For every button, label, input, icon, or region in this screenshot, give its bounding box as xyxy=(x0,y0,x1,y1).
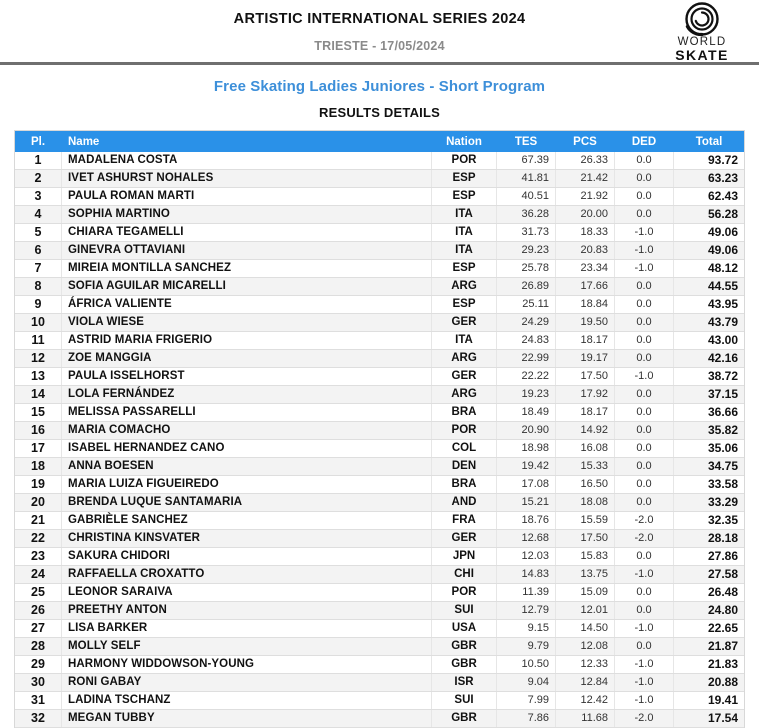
cell-place: 32 xyxy=(15,710,62,728)
table-row[interactable] xyxy=(15,710,744,728)
cell-total: 20.88 xyxy=(674,674,745,692)
cell-tes: 18.98 xyxy=(497,440,556,458)
cell-ded: 0.0 xyxy=(615,638,674,656)
cell-tes: 36.28 xyxy=(497,206,556,224)
cell-pcs: 18.17 xyxy=(556,404,615,422)
cell-nation: POR xyxy=(432,584,497,602)
cell-total: 21.83 xyxy=(674,656,745,674)
table-row[interactable] xyxy=(15,494,744,512)
cell-nation: ISR xyxy=(432,674,497,692)
table-row[interactable] xyxy=(15,548,744,566)
cell-total: 26.48 xyxy=(674,584,745,602)
cell-tes: 17.08 xyxy=(497,476,556,494)
table-row[interactable] xyxy=(15,224,744,242)
cell-name: MARIA COMACHO xyxy=(62,422,432,440)
cell-ded: 0.0 xyxy=(615,188,674,206)
cell-tes: 19.42 xyxy=(497,458,556,476)
cell-total: 33.29 xyxy=(674,494,745,512)
cell-pcs: 15.33 xyxy=(556,458,615,476)
cell-pcs: 12.08 xyxy=(556,638,615,656)
cell-name: GABRIÈLE SANCHEZ xyxy=(62,512,432,530)
cell-nation: ESP xyxy=(432,260,497,278)
cell-name: SOFIA AGUILAR MICARELLI xyxy=(62,278,432,296)
cell-tes: 12.68 xyxy=(497,530,556,548)
cell-ded: -1.0 xyxy=(615,260,674,278)
cell-place: 11 xyxy=(15,332,62,350)
cell-tes: 12.79 xyxy=(497,602,556,620)
cell-pcs: 14.92 xyxy=(556,422,615,440)
cell-pcs: 20.00 xyxy=(556,206,615,224)
cell-pcs: 17.66 xyxy=(556,278,615,296)
cell-pcs: 20.83 xyxy=(556,242,615,260)
table-row[interactable] xyxy=(15,314,744,332)
cell-place: 13 xyxy=(15,368,62,386)
cell-nation: POR xyxy=(432,422,497,440)
cell-pcs: 15.59 xyxy=(556,512,615,530)
cell-tes: 7.99 xyxy=(497,692,556,710)
table-row[interactable] xyxy=(15,476,744,494)
cell-pcs: 18.08 xyxy=(556,494,615,512)
cell-tes: 19.23 xyxy=(497,386,556,404)
cell-name: SAKURA CHIDORI xyxy=(62,548,432,566)
cell-name: LADINA TSCHANZ xyxy=(62,692,432,710)
cell-place: 10 xyxy=(15,314,62,332)
cell-total: 36.66 xyxy=(674,404,745,422)
table-row[interactable] xyxy=(15,458,744,476)
cell-name: MIREIA MONTILLA SANCHEZ xyxy=(62,260,432,278)
table-row[interactable] xyxy=(15,260,744,278)
cell-nation: CHI xyxy=(432,566,497,584)
results-details-label: RESULTS DETAILS xyxy=(319,105,440,120)
column-header-pcs[interactable]: PCS xyxy=(556,131,615,152)
cell-total: 22.65 xyxy=(674,620,745,638)
column-header-nation[interactable]: Nation xyxy=(432,131,497,152)
table-row[interactable] xyxy=(15,530,744,548)
cell-ded: 0.0 xyxy=(615,332,674,350)
cell-total: 37.15 xyxy=(674,386,745,404)
cell-name: LEONOR SARAIVA xyxy=(62,584,432,602)
cell-tes: 15.21 xyxy=(497,494,556,512)
cell-tes: 11.39 xyxy=(497,584,556,602)
cell-ded: 0.0 xyxy=(615,170,674,188)
cell-name: ISABEL HERNANDEZ CANO xyxy=(62,440,432,458)
cell-ded: -1.0 xyxy=(615,224,674,242)
cell-total: 33.58 xyxy=(674,476,745,494)
cell-pcs: 11.68 xyxy=(556,710,615,728)
cell-place: 24 xyxy=(15,566,62,584)
cell-pcs: 12.33 xyxy=(556,656,615,674)
cell-place: 18 xyxy=(15,458,62,476)
table-row[interactable] xyxy=(15,296,744,314)
table-row[interactable] xyxy=(15,602,744,620)
cell-name: MADALENA COSTA xyxy=(62,152,432,170)
cell-ded: 0.0 xyxy=(615,476,674,494)
table-row[interactable] xyxy=(15,404,744,422)
table-row[interactable] xyxy=(15,440,744,458)
cell-name: HARMONY WIDDOWSON-YOUNG xyxy=(62,656,432,674)
world-skate-logo xyxy=(659,2,745,63)
cell-total: 35.06 xyxy=(674,440,745,458)
cell-pcs: 23.34 xyxy=(556,260,615,278)
cell-total: 27.58 xyxy=(674,566,745,584)
cell-name: ASTRID MARIA FRIGERIO xyxy=(62,332,432,350)
cell-name: CHRISTINA KINSVATER xyxy=(62,530,432,548)
table-row[interactable] xyxy=(15,152,744,170)
cell-pcs: 18.33 xyxy=(556,224,615,242)
event-title: ARTISTIC INTERNATIONAL SERIES 2024 xyxy=(233,11,526,27)
cell-total: 42.16 xyxy=(674,350,745,368)
cell-total: 24.80 xyxy=(674,602,745,620)
cell-tes: 10.50 xyxy=(497,656,556,674)
cell-total: 17.54 xyxy=(674,710,745,728)
table-row[interactable] xyxy=(15,620,744,638)
cell-place: 28 xyxy=(15,638,62,656)
cell-nation: ARG xyxy=(432,278,497,296)
cell-place: 7 xyxy=(15,260,62,278)
cell-pcs: 19.50 xyxy=(556,314,615,332)
cell-total: 43.95 xyxy=(674,296,745,314)
cell-name: IVET ASHURST NOHALES xyxy=(62,170,432,188)
cell-place: 25 xyxy=(15,584,62,602)
cell-total: 28.18 xyxy=(674,530,745,548)
cell-pcs: 17.50 xyxy=(556,530,615,548)
cell-place: 16 xyxy=(15,422,62,440)
cell-place: 30 xyxy=(15,674,62,692)
cell-place: 26 xyxy=(15,602,62,620)
cell-nation: ITA xyxy=(432,332,497,350)
column-header-tes[interactable]: TES xyxy=(497,131,556,152)
cell-pcs: 17.92 xyxy=(556,386,615,404)
cell-ded: 0.0 xyxy=(615,494,674,512)
cell-tes: 14.83 xyxy=(497,566,556,584)
cell-total: 38.72 xyxy=(674,368,745,386)
table-row[interactable] xyxy=(15,170,744,188)
cell-place: 23 xyxy=(15,548,62,566)
column-header-ded[interactable]: DED xyxy=(615,131,674,152)
cell-name: PAULA ROMAN MARTI xyxy=(62,188,432,206)
cell-nation: ITA xyxy=(432,242,497,260)
cell-ded: 0.0 xyxy=(615,206,674,224)
cell-pcs: 18.17 xyxy=(556,332,615,350)
cell-pcs: 16.50 xyxy=(556,476,615,494)
cell-ded: 0.0 xyxy=(615,584,674,602)
cell-place: 21 xyxy=(15,512,62,530)
cell-total: 43.00 xyxy=(674,332,745,350)
cell-tes: 7.86 xyxy=(497,710,556,728)
cell-place: 27 xyxy=(15,620,62,638)
results-table-head xyxy=(15,131,744,152)
cell-nation: USA xyxy=(432,620,497,638)
cell-pcs: 12.01 xyxy=(556,602,615,620)
cell-place: 1 xyxy=(15,152,62,170)
column-header-total[interactable]: Total xyxy=(674,131,745,152)
cell-ded: 0.0 xyxy=(615,152,674,170)
cell-nation: POR xyxy=(432,152,497,170)
table-row[interactable] xyxy=(15,422,744,440)
cell-ded: 0.0 xyxy=(615,602,674,620)
cell-ded: -2.0 xyxy=(615,512,674,530)
cell-ded: -2.0 xyxy=(615,530,674,548)
cell-nation: GBR xyxy=(432,656,497,674)
cell-name: MEGAN TUBBY xyxy=(62,710,432,728)
cell-total: 19.41 xyxy=(674,692,745,710)
cell-nation: GBR xyxy=(432,710,497,728)
cell-pcs: 15.83 xyxy=(556,548,615,566)
cell-place: 6 xyxy=(15,242,62,260)
cell-tes: 18.76 xyxy=(497,512,556,530)
cell-nation: ITA xyxy=(432,206,497,224)
cell-nation: GBR xyxy=(432,638,497,656)
cell-pcs: 12.84 xyxy=(556,674,615,692)
cell-total: 93.72 xyxy=(674,152,745,170)
table-row[interactable] xyxy=(15,566,744,584)
cell-name: MELISSA PASSARELLI xyxy=(62,404,432,422)
cell-ded: 0.0 xyxy=(615,422,674,440)
logo-word-skate: SKATE xyxy=(675,47,729,63)
cell-place: 20 xyxy=(15,494,62,512)
table-row[interactable] xyxy=(15,350,744,368)
cell-tes: 31.73 xyxy=(497,224,556,242)
cell-tes: 40.51 xyxy=(497,188,556,206)
cell-nation: GER xyxy=(432,368,497,386)
cell-total: 21.87 xyxy=(674,638,745,656)
cell-name: GINEVRA OTTAVIANI xyxy=(62,242,432,260)
results-table-body xyxy=(15,152,744,728)
cell-tes: 67.39 xyxy=(497,152,556,170)
cell-pcs: 19.17 xyxy=(556,350,615,368)
cell-ded: -1.0 xyxy=(615,656,674,674)
cell-pcs: 21.92 xyxy=(556,188,615,206)
cell-name: BRENDA LUQUE SANTAMARIA xyxy=(62,494,432,512)
cell-place: 17 xyxy=(15,440,62,458)
cell-tes: 9.79 xyxy=(497,638,556,656)
cell-place: 4 xyxy=(15,206,62,224)
cell-total: 49.06 xyxy=(674,242,745,260)
cell-ded: -1.0 xyxy=(615,566,674,584)
cell-tes: 22.22 xyxy=(497,368,556,386)
table-row[interactable] xyxy=(15,584,744,602)
cell-nation: COL xyxy=(432,440,497,458)
cell-name: LISA BARKER xyxy=(62,620,432,638)
cell-ded: -1.0 xyxy=(615,620,674,638)
cell-pcs: 18.84 xyxy=(556,296,615,314)
cell-tes: 26.89 xyxy=(497,278,556,296)
cell-ded: 0.0 xyxy=(615,440,674,458)
category-title: Free Skating Ladies Juniores - Short Program xyxy=(213,78,546,95)
cell-total: 35.82 xyxy=(674,422,745,440)
cell-tes: 9.04 xyxy=(497,674,556,692)
header-titles xyxy=(0,0,759,54)
cell-ded: -2.0 xyxy=(615,710,674,728)
cell-tes: 41.81 xyxy=(497,170,556,188)
table-row[interactable] xyxy=(15,638,744,656)
table-row[interactable] xyxy=(15,512,744,530)
cell-nation: ITA xyxy=(432,224,497,242)
cell-total: 56.28 xyxy=(674,206,745,224)
cell-place: 8 xyxy=(15,278,62,296)
logo-word-world: WORLD xyxy=(677,36,727,48)
page-header xyxy=(0,0,759,62)
cell-nation: AND xyxy=(432,494,497,512)
results-table-container xyxy=(14,130,745,728)
cell-place: 12 xyxy=(15,350,62,368)
cell-pcs: 26.33 xyxy=(556,152,615,170)
cell-tes: 24.83 xyxy=(497,332,556,350)
cell-pcs: 21.42 xyxy=(556,170,615,188)
cell-nation: ESP xyxy=(432,170,497,188)
table-header-row xyxy=(15,131,744,152)
cell-ded: 0.0 xyxy=(615,548,674,566)
cell-tes: 18.49 xyxy=(497,404,556,422)
results-table xyxy=(15,131,744,728)
cell-name: MARIA LUIZA FIGUEIREDO xyxy=(62,476,432,494)
cell-total: 32.35 xyxy=(674,512,745,530)
cell-name: VIOLA WIESE xyxy=(62,314,432,332)
cell-ded: 0.0 xyxy=(615,350,674,368)
cell-place: 5 xyxy=(15,224,62,242)
cell-total: 49.06 xyxy=(674,224,745,242)
cell-ded: -1.0 xyxy=(615,674,674,692)
cell-total: 48.12 xyxy=(674,260,745,278)
cell-pcs: 12.42 xyxy=(556,692,615,710)
cell-tes: 25.11 xyxy=(497,296,556,314)
cell-nation: ESP xyxy=(432,296,497,314)
cell-tes: 25.78 xyxy=(497,260,556,278)
table-row[interactable] xyxy=(15,188,744,206)
event-location-date: TRIESTE - 17/05/2024 xyxy=(314,39,445,53)
cell-place: 3 xyxy=(15,188,62,206)
cell-ded: 0.0 xyxy=(615,296,674,314)
cell-name: RONI GABAY xyxy=(62,674,432,692)
cell-ded: -1.0 xyxy=(615,368,674,386)
cell-nation: DEN xyxy=(432,458,497,476)
cell-tes: 24.29 xyxy=(497,314,556,332)
cell-place: 29 xyxy=(15,656,62,674)
cell-place: 14 xyxy=(15,386,62,404)
subheader xyxy=(0,65,759,121)
cell-pcs: 13.75 xyxy=(556,566,615,584)
cell-tes: 12.03 xyxy=(497,548,556,566)
cell-name: MOLLY SELF xyxy=(62,638,432,656)
cell-tes: 20.90 xyxy=(497,422,556,440)
table-row[interactable] xyxy=(15,386,744,404)
cell-ded: 0.0 xyxy=(615,314,674,332)
cell-nation: BRA xyxy=(432,476,497,494)
cell-name: ÁFRICA VALIENTE xyxy=(62,296,432,314)
cell-nation: BRA xyxy=(432,404,497,422)
cell-ded: 0.0 xyxy=(615,458,674,476)
cell-ded: -1.0 xyxy=(615,242,674,260)
cell-ded: -1.0 xyxy=(615,692,674,710)
cell-nation: ARG xyxy=(432,386,497,404)
cell-ded: 0.0 xyxy=(615,278,674,296)
cell-pcs: 15.09 xyxy=(556,584,615,602)
cell-total: 34.75 xyxy=(674,458,745,476)
world-skate-spiral-icon xyxy=(681,2,723,36)
cell-pcs: 14.50 xyxy=(556,620,615,638)
cell-tes: 29.23 xyxy=(497,242,556,260)
cell-place: 9 xyxy=(15,296,62,314)
cell-total: 44.55 xyxy=(674,278,745,296)
table-row[interactable] xyxy=(15,278,744,296)
cell-name: SOPHIA MARTINO xyxy=(62,206,432,224)
cell-name: ZOE MANGGIA xyxy=(62,350,432,368)
cell-place: 15 xyxy=(15,404,62,422)
cell-total: 43.79 xyxy=(674,314,745,332)
table-row[interactable] xyxy=(15,692,744,710)
cell-nation: SUI xyxy=(432,692,497,710)
table-row[interactable] xyxy=(15,674,744,692)
cell-nation: ESP xyxy=(432,188,497,206)
cell-tes: 9.15 xyxy=(497,620,556,638)
cell-ded: 0.0 xyxy=(615,404,674,422)
cell-name: LOLA FERNÁNDEZ xyxy=(62,386,432,404)
cell-total: 27.86 xyxy=(674,548,745,566)
cell-nation: GER xyxy=(432,314,497,332)
cell-name: ANNA BOESEN xyxy=(62,458,432,476)
column-header-place[interactable]: Pl. xyxy=(15,131,62,152)
cell-name: PAULA ISSELHORST xyxy=(62,368,432,386)
cell-nation: ARG xyxy=(432,350,497,368)
cell-total: 62.43 xyxy=(674,188,745,206)
column-header-name[interactable]: Name xyxy=(62,131,432,152)
cell-name: RAFFAELLA CROXATTO xyxy=(62,566,432,584)
cell-ded: 0.0 xyxy=(615,386,674,404)
cell-name: PREETHY ANTON xyxy=(62,602,432,620)
cell-nation: GER xyxy=(432,530,497,548)
table-row[interactable] xyxy=(15,656,744,674)
cell-name: CHIARA TEGAMELLI xyxy=(62,224,432,242)
cell-tes: 22.99 xyxy=(497,350,556,368)
cell-nation: FRA xyxy=(432,512,497,530)
cell-nation: SUI xyxy=(432,602,497,620)
cell-place: 22 xyxy=(15,530,62,548)
table-row[interactable] xyxy=(15,332,744,350)
cell-pcs: 16.08 xyxy=(556,440,615,458)
cell-place: 31 xyxy=(15,692,62,710)
cell-place: 19 xyxy=(15,476,62,494)
cell-place: 2 xyxy=(15,170,62,188)
table-row[interactable] xyxy=(15,242,744,260)
table-row[interactable] xyxy=(15,206,744,224)
cell-nation: JPN xyxy=(432,548,497,566)
table-row[interactable] xyxy=(15,368,744,386)
cell-total: 63.23 xyxy=(674,170,745,188)
cell-pcs: 17.50 xyxy=(556,368,615,386)
